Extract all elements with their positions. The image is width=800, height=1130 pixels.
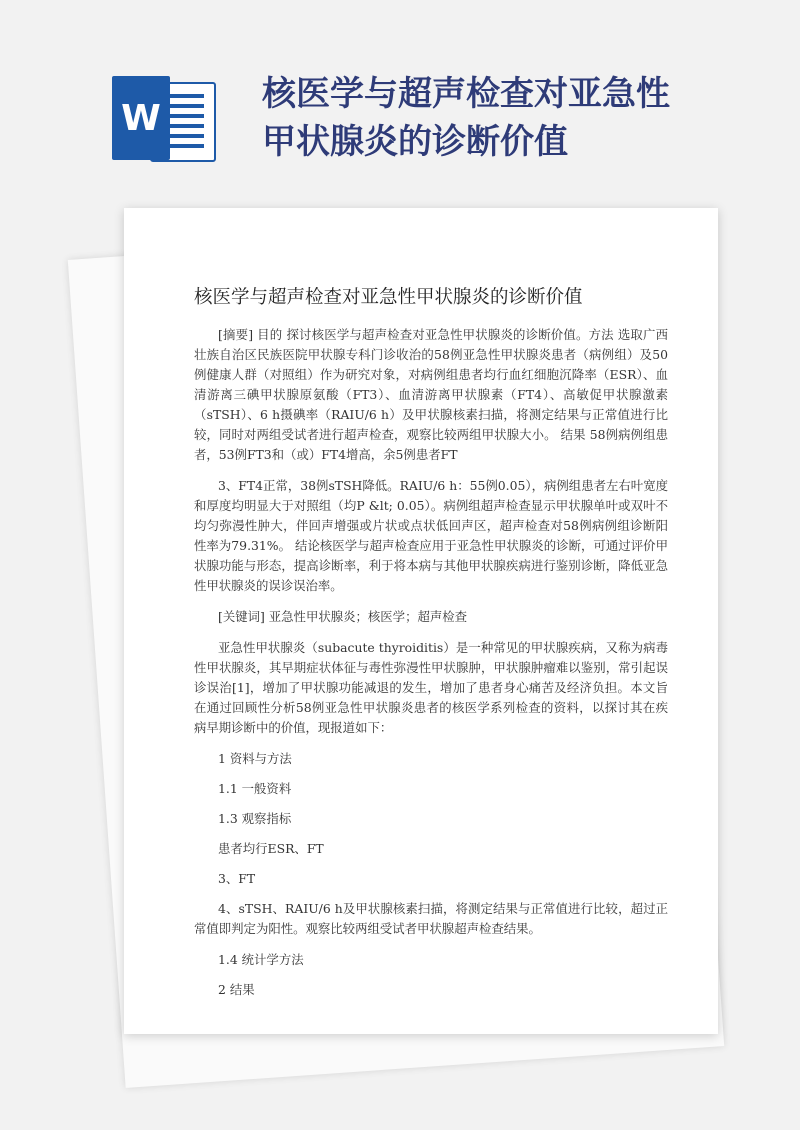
body-line: 3、FT bbox=[218, 871, 256, 886]
section-heading: 1.4 统计学方法 bbox=[218, 952, 304, 967]
section-heading: 1.3 观察指标 bbox=[218, 811, 292, 826]
abstract-paragraph: [摘要] 目的 探讨核医学与超声检查对亚急性甲状腺炎的诊断价值。方法 选取广西壮族自治区民族医院甲状腺专科门诊收治的58例亚急性甲状腺炎患者（病例组）及50例健康人群（对照组）作为研究对象，对病例组患者均行血红细胞沉降率（ESR）、血清游离三碘甲状腺原氨酸（FT3）、血清游离甲状腺素（FT4）、高敏促甲状腺激素（sTSH）、6 h摄碘率（RAIU/6 h）及甲状腺核素扫描，将测定结果与正常值进行比较，同时对两组受试者进行超声检查，观察比较两组甲状腺大小。 结果 58例病例组患者，53例FT3和（或）FT4增高，余5例患者FT bbox=[194, 327, 668, 462]
keywords: [关键词] 亚急性甲状腺炎；核医学；超声检查 bbox=[218, 609, 468, 624]
document-body bbox=[194, 325, 668, 1010]
document-title: 核医学与超声检查对亚急性甲状腺炎的诊断价值 bbox=[194, 287, 583, 308]
method-paragraph: 4、sTSH、RAIU/6 h及甲状腺核素扫描，将测定结果与正常值进行比较，超过正常值即判定为阳性。观察比较两组受试者甲状腺超声检查结果。 bbox=[194, 901, 668, 936]
section-heading: 2 结果 bbox=[218, 982, 255, 997]
word-icon: W bbox=[112, 76, 170, 160]
word-logo bbox=[112, 76, 232, 160]
intro-paragraph: 亚急性甲状腺炎（subacute thyroiditis）是一种常见的甲状腺疾病，又称为病毒性甲状腺炎，其早期症状体征与毒性弥漫性甲状腺肿，甲状腺肿瘤难以鉴别，常引起误诊误治[1]，增加了甲状腺功能减退的发生，增加了患者身心痛苦及经济负担。本文旨在通过回顾性分析58例亚急性甲状腺炎患者的核医学系列检查的资料，以探讨其在疾病早期诊断中的价值，现报道如下： bbox=[194, 640, 668, 735]
logo-lines bbox=[164, 94, 204, 154]
document-page bbox=[124, 208, 718, 1034]
section-heading: 1 资料与方法 bbox=[218, 751, 292, 766]
abstract-continuation: 3、FT4正常，38例sTSH降低。RAIU/6 h：55例0.05），病例组患者左右叶宽度和厚度均明显大于对照组（均P &lt; 0.05）。病例组超声检查显示甲状腺单叶或双叶不均匀弥漫性肿大，伴回声增强或片状或点状低回声区，超声检查对58例病例组诊断阳性率为79.31%。 结论核医学与超声检查应用于亚急性甲状腺炎的诊断，可通过评价甲状腺功能与形态，提高诊断率，利于将本病与其他甲状腺疾病进行鉴别诊断，降低亚急性甲状腺炎的误诊误治率。 bbox=[194, 478, 668, 593]
body-line: 患者均行ESR、FT bbox=[218, 841, 324, 856]
section-heading: 1.1 一般资料 bbox=[218, 781, 292, 796]
page-title: 核医学与超声检查对亚急性甲状腺炎的诊断价值 bbox=[262, 74, 670, 162]
